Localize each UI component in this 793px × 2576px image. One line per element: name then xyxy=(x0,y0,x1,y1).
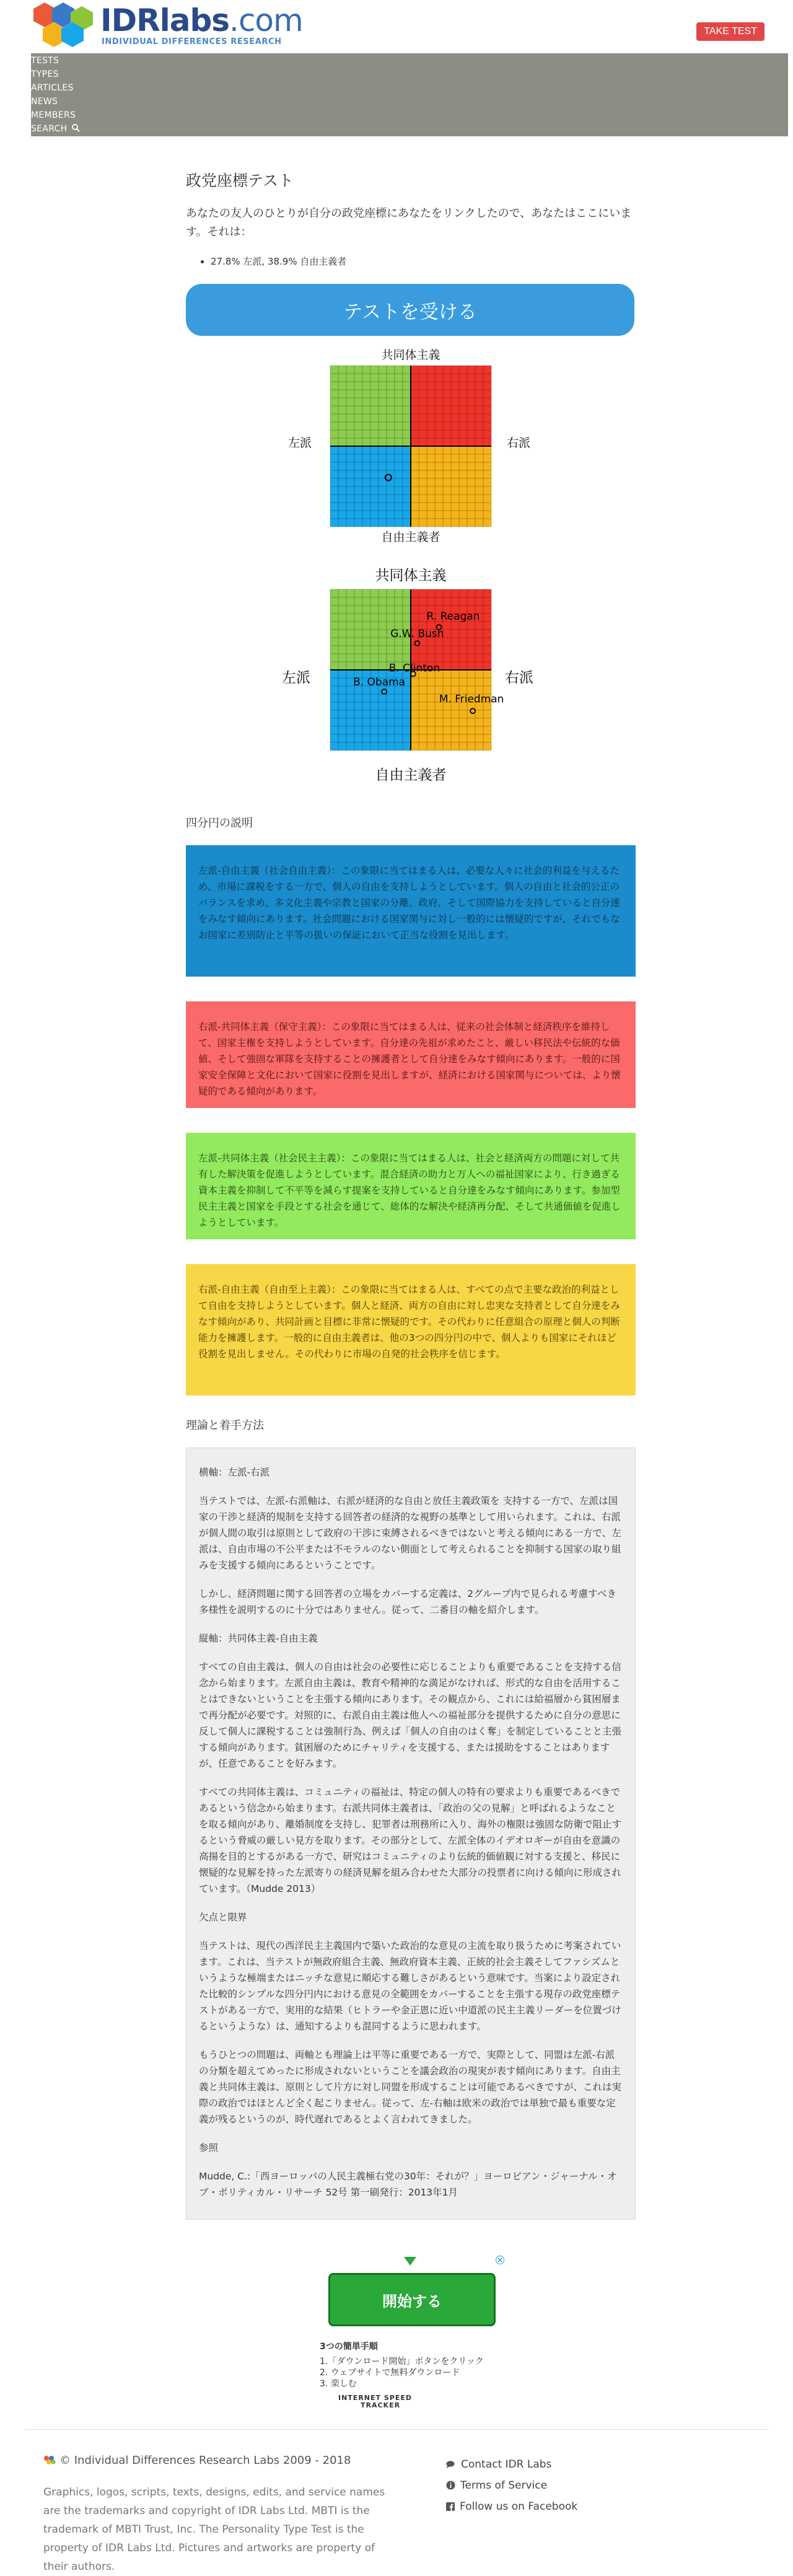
nav-item-search[interactable] xyxy=(31,123,80,135)
figure-label: G.W. Bush xyxy=(390,628,444,641)
facebook-icon xyxy=(446,2502,455,2511)
ad-steps-title: 3つの簡単手順 xyxy=(320,2342,378,2352)
footer-left xyxy=(43,2454,403,2576)
take-the-test-button[interactable]: テストを受ける xyxy=(186,284,634,336)
site-logo[interactable] xyxy=(31,1,303,50)
ref-compass-label-left: 左派 xyxy=(282,670,310,686)
logo-tagline: INDIVIDUAL DIFFERENCES RESEARCH xyxy=(102,37,282,46)
site-header xyxy=(0,0,793,52)
result-list xyxy=(211,255,636,268)
ad-step: 1.「ダウンロード開始」ボタンをクリック xyxy=(320,2357,484,2367)
ad-step: 3. 楽しむ xyxy=(320,2379,357,2389)
nav-item-tests[interactable]: TESTS xyxy=(31,56,59,66)
intro-text: あなたの友人のひとりが自分の政党座標にあなたをリンクしたので、あなたはここにいます。それは： xyxy=(186,207,632,239)
main-content xyxy=(186,161,636,2220)
nav-item-news[interactable]: NEWS xyxy=(31,97,58,107)
footer-legal: Graphics, logos, scripts, texts, designs, edits, and service names are the trademarks and copyright of IDR Labs Ltd. MBTI is the trademark of MBTI Trust, Inc. The Personality Type Test is the property of IDR Labs Ltd. Pictures and artworks are property of their authors. xyxy=(43,2486,385,2573)
footer-link-terms[interactable]: Terms of Service xyxy=(446,2475,632,2496)
ad-step: 2. ウェブサイトで無料ダウンロード xyxy=(320,2368,460,2378)
reference-compass xyxy=(186,564,636,793)
quadrants-heading: 四分円の説明 xyxy=(186,817,253,830)
main-nav xyxy=(31,53,788,136)
nav-item-types[interactable]: TYPES xyxy=(31,69,59,79)
figure-label: B. Clinton xyxy=(388,662,440,675)
theory-box xyxy=(186,1448,636,2220)
ref-compass-grid xyxy=(327,586,504,760)
page-title: 政党座標テスト xyxy=(186,172,294,190)
footer-copyright: © Individual Differences Research Labs 2009 - 2018 xyxy=(43,2454,403,2467)
theory-subheading: 欠点と限界 xyxy=(199,1912,247,1923)
advertisement[interactable] xyxy=(320,2256,506,2417)
quadrant-list xyxy=(186,845,636,1396)
theory-heading: 理論と着手方法 xyxy=(186,1419,264,1432)
search-icon xyxy=(72,124,80,132)
footer-links xyxy=(446,2454,632,2517)
chat-icon xyxy=(446,2460,456,2468)
theory-subheading: 参照 xyxy=(199,2142,219,2153)
result-compass xyxy=(186,341,636,552)
ad-arrow-down-icon xyxy=(403,2256,418,2267)
quadrant-box-left-libertarian: 左派-自由主義（社会自由主義）：この象限に当てはまる人は、必要な人々に社会的利益を与えるため、市場に課税をする一方で、個人の自由を支持しようとしています。個人の自由と社会的公正のバランスを求め、多文化主義や宗教と国家の分離、政府、そして国際協力を支持していると自分達をみなす傾向にあります。社会問題における国家関与に対し一般的には懐疑的ですが、それでもなお国家に差別防止と平等の扱いの保証において正当な役割を見出します。 xyxy=(186,845,636,977)
footer-link-contact[interactable]: Contact IDR Labs xyxy=(446,2454,632,2475)
theory-paragraph: 当テストでは、左派-右派軸は、右派が経済的な自由と放任主義政策を 支持する一方で、左派は国家の干渉と経済的規制を支持する回答者の経済的な視野の基準として用いられます。これは、右派が個人間の取引は原則として政府の干渉に束縛されるべきではないと考える傾向にある一方で、左派は、自由市場の不公平または不モラルのない側面として考えられることを抑制する国家の取り組みを支援する傾向にあるということです。 xyxy=(199,1495,621,1571)
ad-start-button[interactable]: 開始する xyxy=(328,2273,496,2326)
figure-label: M. Friedman xyxy=(439,693,504,706)
theory-paragraph: しかし、経済問題に関する回答者の立場をカバーする定義は、2グループ内で見られる考慮すべき多様性を説明するのに十分ではありません。従って、二番目の軸を紹介します。 xyxy=(199,1588,617,1615)
logo-wordmark: IDRlabs.com xyxy=(100,2,303,38)
footer-divider xyxy=(25,2429,768,2430)
theory-subheading: 縦軸：共同体主義-自由主義 xyxy=(199,1633,318,1644)
compass-label-left: 左派 xyxy=(288,436,312,450)
theory-subheading: 横軸：左派-右派 xyxy=(199,1467,270,1478)
ref-compass-label-right: 右派 xyxy=(505,670,533,686)
ref-compass-label-top: 共同体主義 xyxy=(375,568,447,584)
figure-label: R. Reagan xyxy=(426,610,480,623)
theory-paragraph: すべての自由主義は、個人の自由は社会の必要性に応じることよりも重要であることを支持する信念から始まります。左派自由主義は、教育や精神的な満足がなければ、形式的な自由を活用することはできないということを主張する傾向にあります。その観点から、これには給福層から貧困層まで再分配が必要です。対照的に、右派自由主義は他人への福祉部分を提供するために自分の意思に反して個人に課税することは強制行為、例えば「個人の自由のはく奪」を制定していることと主張する傾向があります。貧困層のためにチャリティを支援する、または援助をすることはありますが、任意であることを好みます。 xyxy=(199,1661,622,1769)
footer-link-facebook[interactable]: Follow us on Facebook xyxy=(446,2496,632,2517)
theory-paragraph: すべての共同体主義は、コミュニティの福祉は、特定の個人の特有の要求よりも重要であるべきであるという信念から始まります。右派共同体主義者は、「政治の父の見解」と呼ばれるようなことを取る傾向があり、離婚制度を支持し、犯罪者は刑務所に入り、海外の権限は強固な防衛で阻止するという脅威の厳しい見方を取ります。その部分として、左派全体のイデオロギーが自由を意識の高揚を目的とするがある一方で、研究はコミュニティのより伝統的価値観に対する支援と、移民に懐疑的な見解を持った左派寄りの経済見解を組み合わせた大部分の投票者に向ける傾向に形成されています。（Mudde 2013） xyxy=(199,1787,622,1894)
theory-paragraph: もうひとつの問題は、両軸とも理論上は平等に重要である一方で、実際として、同盟は左派-右派の分類を超えてめったに形成されないということを議会政治の現実が表す傾向にあります。自由主義と共同体主義は、原則として片方に対し同盟を形成することは可能であるべきですが、これは実際の政治ではほとんど全く起こりません。従って、左-右軸は欧米の政治では単独で最も重要な定義が残るというのが、時代遅れであるとよく言われてきました。 xyxy=(199,2049,622,2125)
info-icon xyxy=(446,2481,455,2490)
theory-reference: Mudde, C.:「西ヨーロッパの人民主義極右党の30年：それが？」ヨーロピアン・ジャーナル・オブ・ポリティカル・リサーチ 52号 第一刷発行：2013年1月 xyxy=(199,2171,617,2198)
take-test-button[interactable]: TAKE TEST xyxy=(696,22,765,41)
ref-compass-label-bottom: 自由主義者 xyxy=(375,767,447,783)
figure-label: B. Obama xyxy=(353,676,406,689)
ad-brand: INTERNET SPEED TRACKER xyxy=(338,2394,412,2409)
quadrant-box-right-communitarian: 右派-共同体主義（保守主義）：この象限に当てはまる人は、従来の社会体制と経済秩序を維持して、国家主権を支持しようとしています。自分達の先祖が求めたこと、厳しい移民法や伝統的な価値、そして強固な軍隊を支持することの擁護者として自分達をみなす傾向にあります。一般的に国家安全保障と文化において国家に役割を見出しますが、経済における国家関与については、より懐疑的である傾向があります。 xyxy=(186,1001,636,1108)
footer-logo-icon xyxy=(43,2455,56,2465)
result-item: • 27.8% 左派, 38.9% 自由主義者 xyxy=(211,255,636,268)
ad-close-icon[interactable] xyxy=(496,2256,504,2264)
nav-item-members[interactable]: MEMBERS xyxy=(31,110,76,120)
theory-paragraph: 当テストは、現代の西洋民主主義国内で築いた政治的な意見の主流を取り扱うために考案されています。これは、当テストが無政府組合主義、無政府資本主義、正統的社会主義そしてファシズムというような極端またはニッチな意見に順応する難しさがあるという意味です。当案により設定された比較的シンプルな四分円内における意見の全範囲をカバーすることを主張する現存の政党座標テストがある一方で、実用的な結果（ヒトラーや金正恩に近い中道派の民主主義リーダーを位置づけるというような）は、通知するよりも混同するように思われます。 xyxy=(199,1940,621,2032)
logo-hexagons-icon xyxy=(31,1,99,51)
compass-label-top: 共同体主義 xyxy=(381,348,440,362)
quadrant-box-left-communitarian: 左派-共同体主義（社会民主主義）：この象限に当てはまる人は、社会と経済両方の問題に対して共有した解決策を促進しようとしています。混合経済の助力と万人への福祉国家により、行き過ぎる資本主義を抑制して不平等を減らす提案を支持していると自分達をみなす傾向にあります。参加型民主主義と国家を手段とする社会を通じて、総体的な解決や経済再分配、そして共通価値を促進しようとしています。 xyxy=(186,1133,636,1239)
quadrant-box-right-libertarian: 右派-自由主義（自由至上主義）：この象限に当てはまる人は、すべての点で主要な政治的利益として自由を支持しようとしています。個人と経済、両方の自由に対し忠実な支持者として自分達をみなす傾向があり、共同計画と目標に非常に懐疑的です。その代わりに任意組合の原理と個人の判断能力を擁護します。一般的に自由主義者は、他の3つの四分円の中で、個人よりも国家にそれほど役割を見出しません。その代わりに市場の自発的社会秩序を信じます。 xyxy=(186,1264,636,1396)
search-label: SEARCH xyxy=(31,124,68,134)
compass-label-bottom: 自由主義者 xyxy=(381,530,440,544)
compass-grid xyxy=(327,366,494,527)
compass-label-right: 右派 xyxy=(507,436,531,450)
nav-item-articles[interactable]: ARTICLES xyxy=(31,83,74,93)
